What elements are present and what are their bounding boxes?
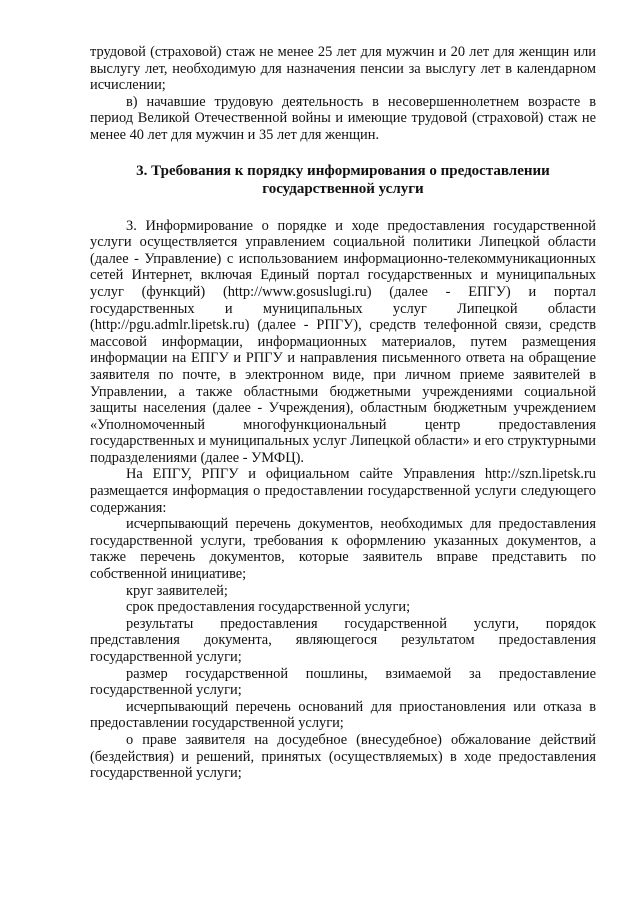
paragraph-intro-continuation: трудовой (страховой) стаж не менее 25 лет для мужчин и 20 лет для женщин или выслугу лет, необходимую для назначения пенсии за выслугу лет в календарном исчислении; bbox=[90, 44, 596, 94]
list-item-fee: размер государственной пошлины, взимаемой за предоставление государственной услуги; bbox=[90, 665, 596, 699]
document-page bbox=[90, 44, 596, 782]
list-item-appeal-right: о праве заявителя на досудебное (внесудебное) обжалование действий (бездействия) и решений, принятых (осуществляемых) в ходе предоставления государственной услуги; bbox=[90, 731, 596, 782]
section-heading-line-1: 3. Требования к порядку информирования о предоставлении bbox=[136, 162, 550, 179]
list-item-term: срок предоставления государственной услуги; bbox=[126, 599, 411, 616]
section-heading-line-2: государственной услуги bbox=[262, 180, 424, 197]
list-item-documents: исчерпывающий перечень документов, необходимых для предоставления государственной услуги, требования к оформлению указанных документов, а также перечень документов, которые заявитель вправе представить по собственной инициативе; bbox=[90, 516, 596, 583]
list-item-results: результаты предоставления государственной услуги, порядок представления документа, являющегося результатом предоставления государственной услуги; bbox=[90, 615, 596, 665]
paragraph-intro-item-v: в) начавшие трудовую деятельность в несовершеннолетнем возрасте в период Великой Отечественной войны и имеющие трудовой (страховой) стаж не менее 40 лет для мужчин и 35 лет для женщин. bbox=[90, 93, 596, 143]
paragraph-portals-info: На ЕПГУ, РПГУ и официальном сайте Управления http://szn.lipetsk.ru размещается информация о предоставлении государственной услуги следующего содержания: bbox=[90, 466, 596, 516]
section-heading bbox=[90, 162, 596, 198]
paragraph-informing: 3. Информирование о порядке и ходе предоставления государственной услуги осуществляется управлением социальной политики Липецкой области (далее - Управление) с использованием информационно-телекоммуникационных сетей Интернет, включая Единый портал государственных и муниципальных услуг (функций) (http://www.gosuslugi.ru) (далее - ЕПГУ) и портал государственных и муниципальных услуг Липецкой области (http://pgu.admlr.lipetsk.ru) (далее - РПГУ), средств телефонной связи, средств массовой информации, информационных материалов, путем размещения информации на ЕПГУ и РПГУ и направления письменного ответа на обращение заявителя по почте, в электронном виде, при личном приеме заявителей в Управлении, а также областными бюджетными учреждениями социальной защиты населения (далее - Учреждения), областным бюджетным учреждением «Уполномоченный многофункциональный центр предоставления государственных и муниципальных услуг Липецкой области» и его структурными подразделениями (далее - УМФЦ). bbox=[90, 217, 596, 466]
list-item-applicants: круг заявителей; bbox=[126, 582, 228, 599]
list-item-refusal-grounds: исчерпывающий перечень оснований для приостановления или отказа в предоставлении государственной услуги; bbox=[90, 698, 596, 732]
